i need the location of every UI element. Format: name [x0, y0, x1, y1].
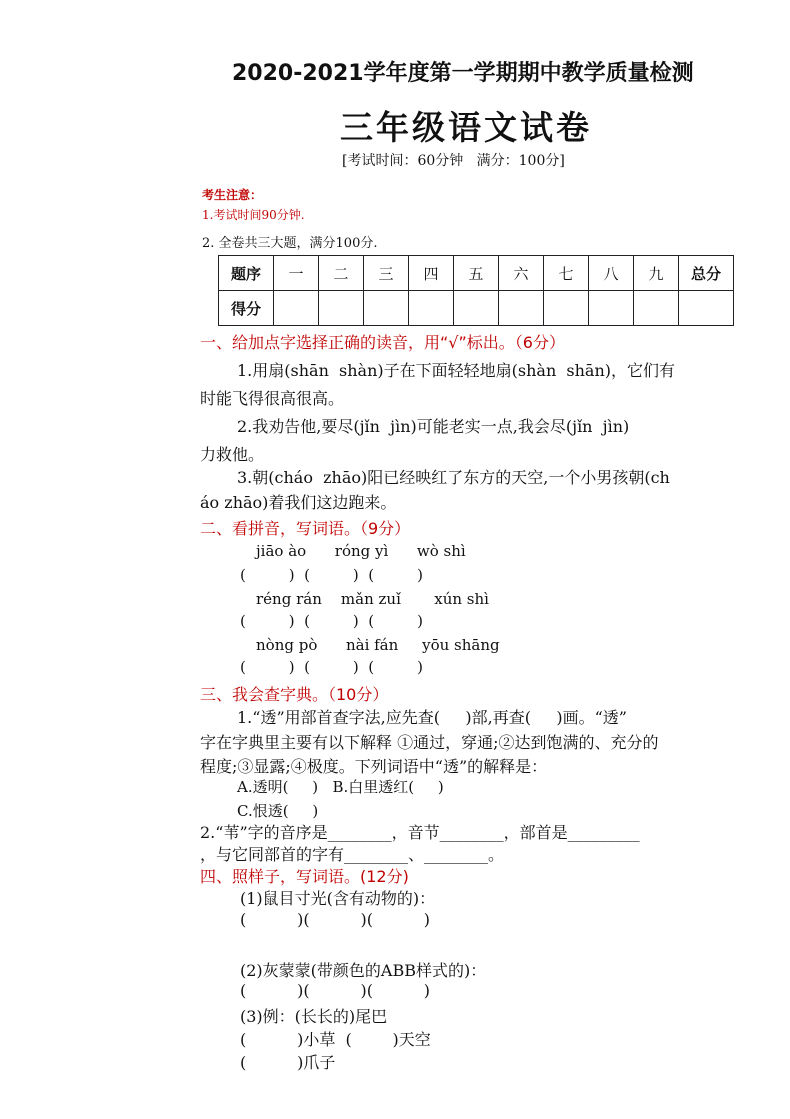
- answer-blank-row-2[interactable]: ( ) ( ) ( ): [240, 612, 423, 630]
- score-col: 一: [274, 256, 319, 291]
- score-col: 九: [634, 256, 679, 291]
- section-1-q1-line-2: 时能飞得很高很高。: [200, 389, 345, 408]
- score-cell[interactable]: [454, 291, 499, 326]
- section-4-q1-label: (1)鼠目寸光(含有动物的)：: [240, 889, 436, 908]
- section-3-q1-options-ab[interactable]: A.透明( ) B.白里透红( ): [237, 778, 444, 796]
- section-4-title: 四、照样子，写词语。(12分): [200, 867, 409, 886]
- score-col: 八: [589, 256, 634, 291]
- score-table-row-label: 得分: [219, 291, 274, 326]
- notice-title: 考生注意：: [202, 188, 263, 202]
- section-4-q1-blanks[interactable]: ( )( )( ): [240, 910, 431, 929]
- section-4-q3-line-1[interactable]: ( )小草 ( )天空: [240, 1030, 431, 1049]
- score-col: 六: [499, 256, 544, 291]
- section-4-q2-blanks[interactable]: ( )( )( ): [240, 981, 431, 1000]
- score-cell[interactable]: [499, 291, 544, 326]
- score-total-col: 总分: [679, 256, 734, 291]
- section-1-q3-line-1: 3.朝(cháo zhāo)阳已经映红了东方的天空,一个小男孩朝(ch: [237, 468, 670, 487]
- section-3-q2-line-1[interactable]: 2.“苇”字的音序是________，音节________，部首是_________: [200, 823, 640, 842]
- section-4-q2-label: (2)灰蒙蒙(带颜色的ABB样式的)：: [240, 961, 487, 980]
- score-col: 五: [454, 256, 499, 291]
- section-1-q3-line-2: áo zhāo)着我们这边跑来。: [200, 493, 397, 512]
- score-col: 七: [544, 256, 589, 291]
- section-4-q3-label: (3)例：(长长的)尾巴: [240, 1007, 388, 1026]
- notice-item-2: 2. 全卷共三大题，满分100分.: [202, 236, 378, 251]
- section-2-title: 二、看拼音，写词语。（9分）: [200, 519, 411, 538]
- score-table-row-label: 题序: [219, 256, 274, 291]
- score-cell[interactable]: [544, 291, 589, 326]
- exam-info: [考试时间：60分钟 满分：100分]: [342, 153, 565, 169]
- answer-blank-row-1[interactable]: ( ) ( ) ( ): [240, 566, 423, 584]
- section-3-q1-line-3: 程度;③显露;④极度。下列词语中“透”的解释是：: [200, 757, 548, 776]
- answer-blank-row-3[interactable]: ( ) ( ) ( ): [240, 658, 423, 676]
- exam-title: 2020-2021学年度第一学期期中教学质量检测: [232, 61, 694, 86]
- score-col: 二: [319, 256, 364, 291]
- section-3-q2-line-2[interactable]: ，与它同部首的字有________、________。: [200, 845, 505, 864]
- score-cell[interactable]: [679, 291, 734, 326]
- score-cell[interactable]: [409, 291, 454, 326]
- section-3-q1-line-2: 字在字典里主要有以下解释 ①通过，穿通;②达到饱满的、充分的: [200, 733, 659, 752]
- score-cell[interactable]: [364, 291, 409, 326]
- section-1-title: 一、给加点字选择正确的读音，用“√”标出。（6分）: [200, 333, 565, 352]
- section-3-q1-option-c[interactable]: C.恨透( ): [237, 802, 319, 820]
- section-3-title: 三、我会查字典。（10分）: [200, 685, 389, 704]
- score-table-header-row: [219, 256, 734, 291]
- score-table: [218, 255, 734, 326]
- section-4-q3-line-2[interactable]: ( )爪子: [240, 1053, 336, 1072]
- score-cell[interactable]: [319, 291, 364, 326]
- paper-title: 三年级语文试卷: [340, 108, 592, 147]
- section-3-q1-line-1: 1.“透”用部首查字法,应先查( )部,再查( )画。“透”: [237, 708, 627, 727]
- section-1-q1-line-1: 1.用扇(shān shàn)子在下面轻轻地扇(shàn shān)，它们有: [237, 361, 676, 380]
- score-col: 三: [364, 256, 409, 291]
- section-1-q2-line-2: 力救他。: [200, 445, 265, 464]
- score-cell[interactable]: [589, 291, 634, 326]
- pinyin-row-3: nòng pò nài fán yōu shāng: [256, 636, 500, 654]
- notice-item-1: 1.考试时间90分钟.: [202, 208, 305, 222]
- pinyin-row-2: réng rán mǎn zuǐ xún shì: [256, 590, 489, 608]
- score-col: 四: [409, 256, 454, 291]
- score-table-score-row: [219, 291, 734, 326]
- score-cell[interactable]: [274, 291, 319, 326]
- section-1-q2-line-1: 2.我劝告他,要尽(jǐn jìn)可能老实一点,我会尽(jǐn jìn): [237, 417, 630, 436]
- score-cell[interactable]: [634, 291, 679, 326]
- pinyin-row-1: jiāo ào róng yì wò shì: [256, 542, 466, 560]
